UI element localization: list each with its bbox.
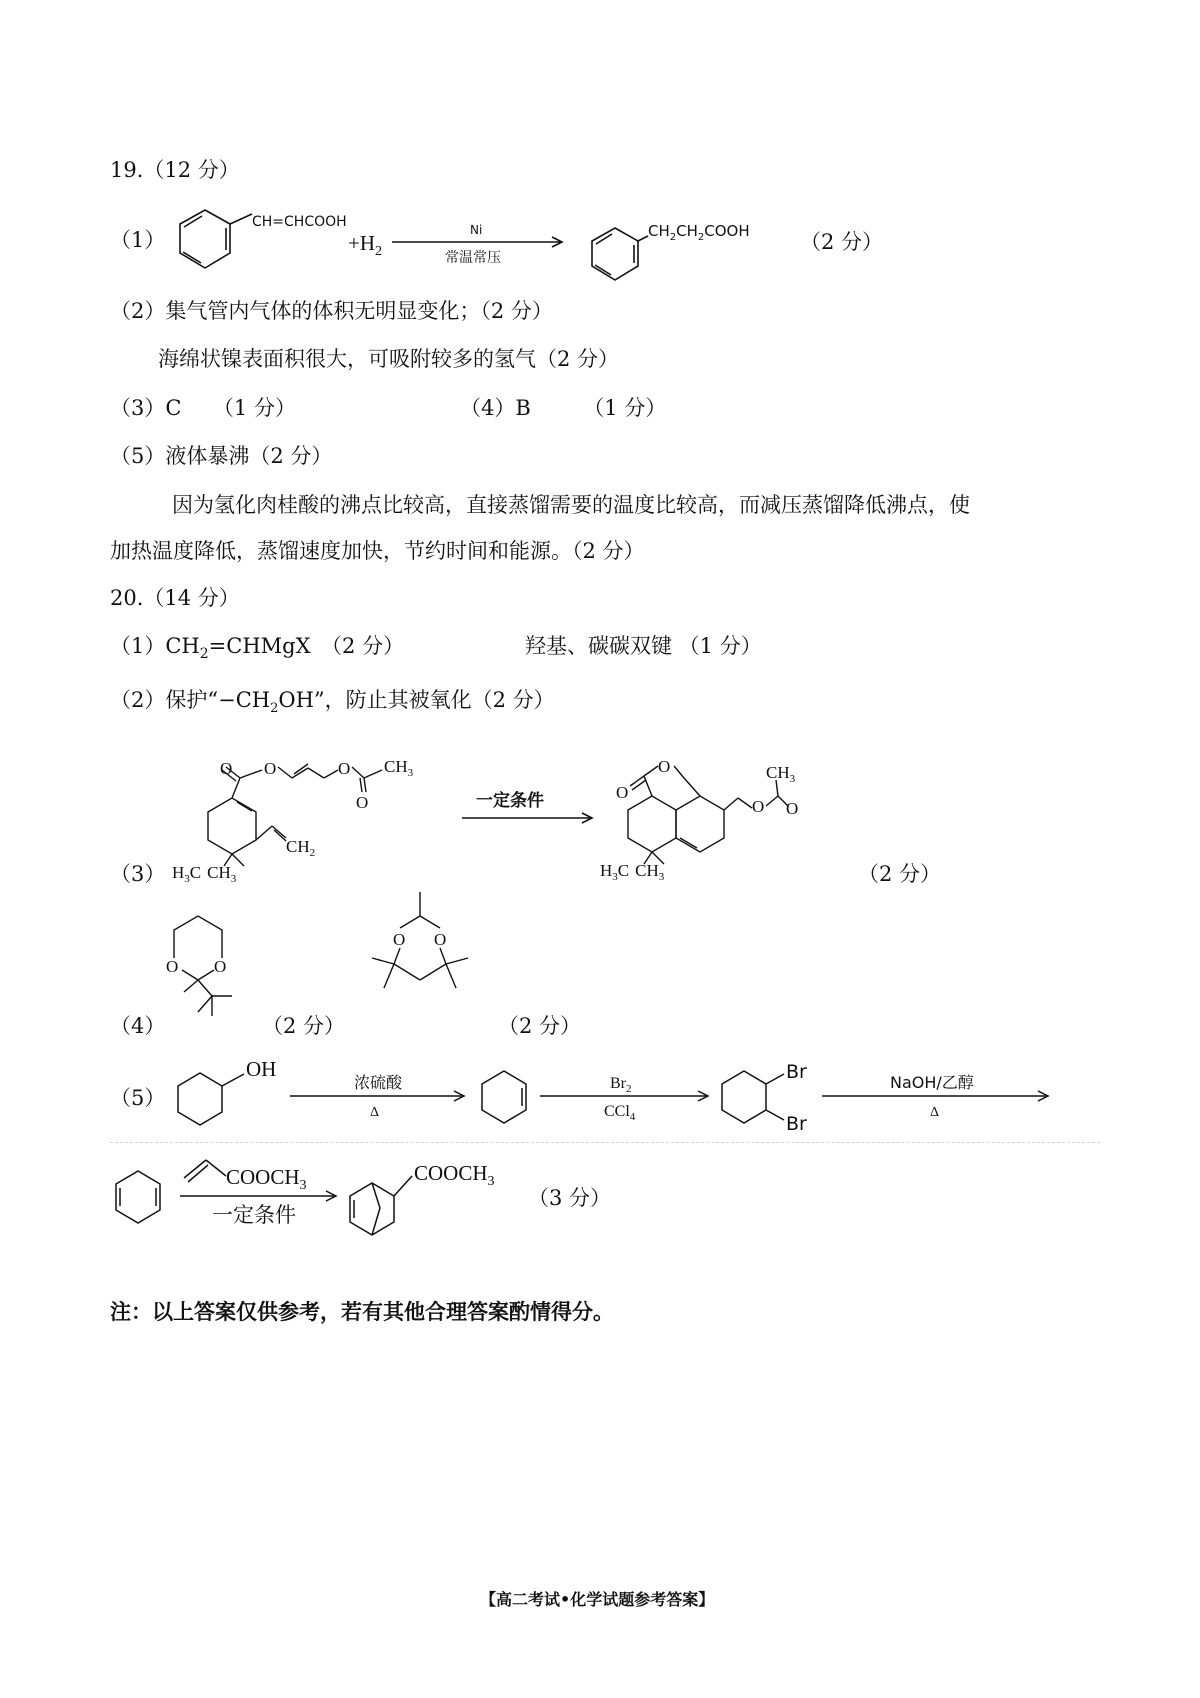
carbonyl-o-1: O bbox=[220, 759, 233, 778]
plus-h2: $+H_2$ bbox=[348, 231, 383, 259]
q20-part1: $(1)CH_2=CHMgX$ （2 分） bbox=[110, 634, 405, 663]
acrylate-ester-bond bbox=[206, 1160, 226, 1176]
catalyst-ni: Ni bbox=[470, 223, 483, 237]
cyclohexanol-ring bbox=[178, 1073, 222, 1125]
dioxane-o-1b: O bbox=[214, 957, 227, 976]
q20-part2: （2）保护“$-CH_2OH$”，防止其被氧化（2 分） bbox=[110, 688, 555, 717]
q19-part1-score: （2 分） bbox=[800, 230, 884, 254]
q19-part5-line3: 加热温度降低，蒸馏速度加快，节约时间和能源。（2 分） bbox=[110, 539, 645, 563]
gem-dimethyl-label-1: $H_3C$ $CH_3$ bbox=[172, 863, 237, 885]
bicyclo-product bbox=[350, 1176, 412, 1235]
q19-part1-label: （1） bbox=[110, 228, 166, 252]
page-footer: 【高二考试•化学试题参考答案】 bbox=[480, 1590, 715, 1609]
product-side-chain: $CH_2CH_2COOH$ bbox=[648, 222, 750, 243]
vinyl-ch2: $CH_2$ bbox=[286, 837, 316, 859]
q20-part4-label: （4） bbox=[110, 1014, 166, 1038]
section-divider bbox=[110, 1142, 1100, 1143]
cyclohexanol-oh-bond bbox=[222, 1074, 244, 1086]
product-ester-group: $COOCH_3$ bbox=[414, 1161, 495, 1189]
dioxane-o-2b: O bbox=[434, 930, 447, 949]
q19-part5-line1: （5）液体暴沸（2 分） bbox=[110, 444, 333, 468]
br-bond-1 bbox=[766, 1074, 784, 1084]
heat-symbol-1: Δ bbox=[370, 1105, 380, 1120]
dibromocyclohexane-ring bbox=[722, 1071, 766, 1123]
methyl-acetate-1: $CH_3$ bbox=[384, 757, 414, 779]
cyclohexene-ring bbox=[482, 1071, 526, 1123]
carbonyl-o-2: O bbox=[356, 793, 369, 812]
reactant-side-chain: CH=CHCOOH bbox=[252, 214, 347, 230]
q19-part2-line2: 海绵状镍表面积很大，可吸附较多的氢气（2 分） bbox=[158, 347, 620, 371]
q19-part2-line1: （2）集气管内气体的体积无明显变化；（2 分） bbox=[110, 299, 553, 323]
bromine-atom-1: Br bbox=[786, 1061, 807, 1083]
dioxane-o-1a: O bbox=[166, 957, 179, 976]
br-bond-2 bbox=[766, 1110, 784, 1120]
q20-part4-score-2: （2 分） bbox=[498, 1014, 582, 1038]
cyclohexadiene-ring bbox=[116, 1171, 160, 1223]
condition-certain-2: 一定条件 bbox=[212, 1203, 296, 1227]
q20-part4-score-1: （2 分） bbox=[262, 1014, 346, 1038]
ester-o-3: O bbox=[752, 797, 765, 816]
solvent-ccl4: CCl$_4$ bbox=[604, 1103, 636, 1123]
bromine-atom-2: Br bbox=[786, 1113, 807, 1135]
reagent-bromine: $Br_2$ bbox=[610, 1075, 632, 1095]
q20-part1-groups: 羟基、碳碳双键 （1 分） bbox=[525, 634, 762, 658]
q20-part3-label: （3） bbox=[110, 862, 166, 886]
q19-part5-line2: 因为氢化肉桂酸的沸点比较高，直接蒸馏需要的温度比较高，而减压蒸馏降低沸点，使 bbox=[172, 493, 970, 517]
lactone-o: O bbox=[658, 757, 671, 776]
condition-conc-sulfuric: 浓硫酸 bbox=[354, 1073, 403, 1092]
dioxane-o-2a: O bbox=[393, 930, 406, 949]
condition-normal-temp-pressure: 常温常压 bbox=[445, 250, 501, 266]
ester-o-2: O bbox=[338, 759, 351, 778]
methyl-acetate-2: $CH_3$ bbox=[766, 763, 796, 785]
heat-symbol-2: Δ bbox=[930, 1105, 940, 1120]
q19-part3: （3）C （1 分） bbox=[110, 396, 296, 420]
hydroxyl-oh: OH bbox=[246, 1057, 277, 1081]
q19-header: 19.（12 分） bbox=[110, 158, 240, 182]
answer-note: 注：以上答案仅供参考，若有其他合理答案酌情得分。 bbox=[110, 1300, 614, 1324]
q20-header: 20.（14 分） bbox=[110, 586, 240, 610]
q19-part4: （4）B （1 分） bbox=[460, 396, 667, 420]
q20-part5-score: （3 分） bbox=[528, 1186, 612, 1210]
lactone-carbonyl-o: O bbox=[616, 783, 629, 802]
acrylate-ester-group: $COOCH_3$ bbox=[226, 1165, 307, 1193]
ester-o-1: O bbox=[264, 759, 277, 778]
q20-part3-score: （2 分） bbox=[858, 862, 942, 886]
condition-naoh-ethanol: NaOH/乙醇 bbox=[890, 1073, 974, 1092]
carbonyl-o-3: O bbox=[786, 799, 799, 818]
q20-part5-label: （5） bbox=[110, 1086, 166, 1110]
acrylate-vinyl-2 bbox=[188, 1165, 208, 1182]
gem-dimethyl-label-2: $H_3C$ $CH_3$ bbox=[600, 861, 665, 883]
condition-certain-1: 一定条件 bbox=[476, 791, 544, 811]
